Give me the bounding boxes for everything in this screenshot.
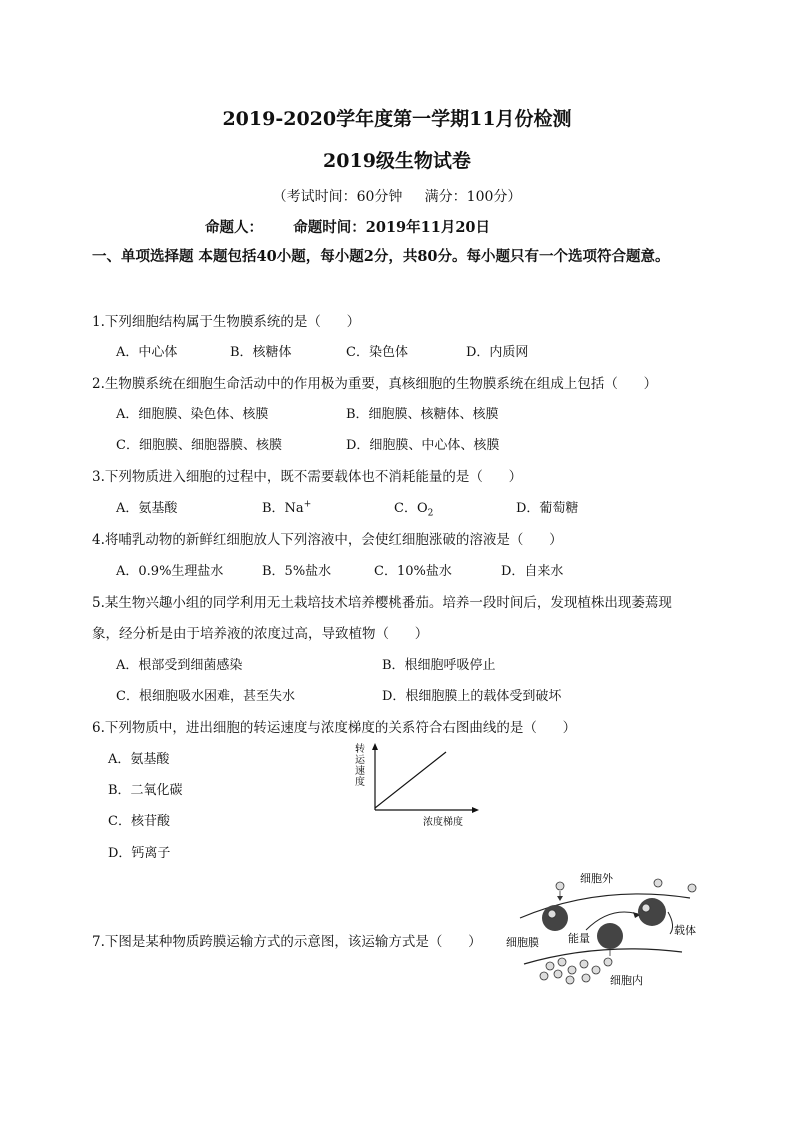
q6-option-b: B．二氧化碳 bbox=[108, 783, 183, 798]
graph-y-arrow bbox=[372, 743, 378, 750]
molecule-inside bbox=[580, 960, 588, 968]
molecule-inside bbox=[558, 958, 566, 966]
carrier-protein bbox=[597, 923, 623, 949]
arrow-in-head bbox=[557, 896, 563, 901]
q2-option-a: A．细胞膜、染色体、核膜 bbox=[116, 407, 269, 422]
question-1-stem: 1.下列细胞结构属于生物膜系统的是（ ） bbox=[92, 314, 361, 330]
molecule-outside bbox=[556, 882, 564, 890]
q5-option-a: A．根部受到细菌感染 bbox=[116, 658, 243, 673]
q3-option-b-text: B．Na bbox=[262, 501, 304, 516]
graph-ylabel-3: 速 bbox=[355, 766, 365, 777]
q6-option-d: D．钙离子 bbox=[108, 846, 171, 861]
q5-option-c: C．根细胞吸水困难，甚至失水 bbox=[116, 689, 295, 704]
label-carrier: 载体 bbox=[674, 924, 696, 937]
q3-option-d: D．葡萄糖 bbox=[516, 501, 579, 516]
q2-option-c: C．细胞膜、细胞器膜、核膜 bbox=[116, 438, 282, 453]
label-energy: 能量 bbox=[568, 932, 590, 945]
label-membrane: 细胞膜 bbox=[506, 936, 539, 949]
molecule-bound bbox=[642, 904, 650, 912]
carrier-protein bbox=[638, 898, 666, 926]
graph-ylabel-1: 转 bbox=[355, 744, 365, 755]
q2-option-b: B．细胞膜、核糖体、核膜 bbox=[346, 407, 499, 422]
molecule-inside bbox=[554, 970, 562, 978]
q3-option-c bbox=[394, 497, 433, 519]
author-line: 命题人： 命题时间：2019年11月20日 bbox=[205, 219, 491, 236]
molecule-inside bbox=[540, 972, 548, 980]
q6-option-c: C．核苷酸 bbox=[108, 814, 170, 829]
molecule-inside bbox=[592, 966, 600, 974]
q2-option-d: D．细胞膜、中心体、核膜 bbox=[346, 438, 500, 453]
q6-graph bbox=[345, 740, 485, 830]
question-5-stem-continued: 象，经分析是由于培养液的浓度过高，导致植物（ ） bbox=[92, 626, 429, 642]
q1-option-d: D．内质网 bbox=[466, 345, 529, 360]
q4-option-d: D．自来水 bbox=[501, 564, 564, 579]
graph-ylabel-2: 运 bbox=[355, 755, 365, 766]
q4-option-c: C．10%盐水 bbox=[374, 564, 452, 579]
q5-option-b: B．根细胞呼吸停止 bbox=[382, 658, 496, 673]
molecule-inside bbox=[568, 966, 576, 974]
molecule-bound bbox=[548, 910, 556, 918]
q3-option-c-text: C．O bbox=[394, 501, 428, 516]
exam-info: （考试时间：60分钟 满分：100分） bbox=[272, 189, 522, 205]
question-2-stem: 2.生物膜系统在细胞生命活动中的作用极为重要，真核细胞的生物膜系统在组成上包括（ ） bbox=[92, 376, 658, 392]
graph-curve bbox=[375, 752, 446, 808]
question-6-stem: 6.下列物质中，进出细胞的转运速度与浓度梯度的关系符合右图曲线的是（ ） bbox=[92, 720, 577, 736]
q3-option-b bbox=[262, 497, 311, 516]
molecule-inside bbox=[582, 974, 590, 982]
q4-option-b: B．5%盐水 bbox=[262, 564, 332, 579]
question-5-stem: 5.某生物兴趣小组的同学利用无土栽培技术培养樱桃番茄。培养一段时间后，发现植株出现萎蔫现 bbox=[92, 595, 672, 611]
q3-option-c-subscript: 2 bbox=[427, 508, 434, 519]
membrane-inner-line bbox=[524, 949, 682, 964]
q5-option-d: D．根细胞膜上的载体受到破坏 bbox=[382, 689, 562, 704]
cycle-arrow-2 bbox=[668, 912, 673, 934]
q6-option-a: A．氨基酸 bbox=[108, 752, 170, 767]
label-outside: 细胞外 bbox=[580, 872, 613, 885]
section-heading: 一、单项选择题 本题包括40小题，每小题2分，共80分。每小题只有一个选项符合题意。 bbox=[92, 248, 670, 265]
question-3-stem: 3.下列物质进入细胞的过程中，既不需要载体也不消耗能量的是（ ） bbox=[92, 469, 523, 485]
molecule-outside bbox=[654, 879, 662, 887]
molecule-outside bbox=[688, 884, 696, 892]
graph-x-arrow bbox=[472, 807, 479, 813]
q1-option-c: C．染色体 bbox=[346, 345, 408, 360]
exam-subtitle: 2019级生物试卷 bbox=[323, 150, 471, 172]
graph-ylabel-4: 度 bbox=[355, 777, 365, 788]
q3-option-a: A．氨基酸 bbox=[116, 501, 178, 516]
exam-title: 2019-2020学年度第一学期11月份检测 bbox=[222, 108, 572, 130]
question-7-stem: 7.下图是某种物质跨膜运输方式的示意图，该运输方式是（ ） bbox=[92, 934, 482, 950]
label-inside: 细胞内 bbox=[610, 974, 643, 987]
q4-option-a: A．0.9%生理盐水 bbox=[116, 564, 224, 579]
molecule-inside bbox=[566, 976, 574, 984]
graph-xlabel: 浓度梯度 bbox=[423, 817, 463, 828]
question-4-stem: 4.将哺乳动物的新鲜红细胞放人下列溶液中，会使红细胞涨破的溶液是（ ） bbox=[92, 532, 563, 548]
molecule-inside bbox=[604, 958, 612, 966]
q3-option-b-superscript: + bbox=[303, 499, 312, 510]
q7-membrane-diagram bbox=[500, 866, 706, 988]
q1-option-b: B．核糖体 bbox=[230, 345, 292, 360]
q1-option-a: A．中心体 bbox=[116, 345, 178, 360]
molecule-inside bbox=[546, 962, 554, 970]
carrier-protein bbox=[542, 905, 568, 931]
